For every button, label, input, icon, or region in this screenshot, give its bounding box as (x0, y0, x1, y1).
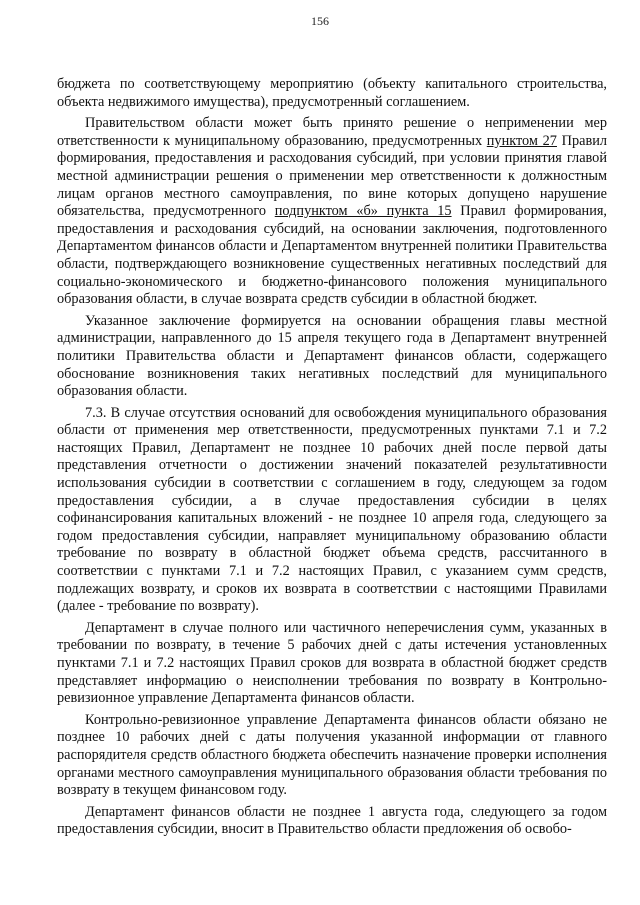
paragraph (57, 313, 607, 401)
paragraph-text: Департамент в случае полного или частичного неперечисления сумм, указанных в требовании по возврату, в течение 5 рабочих дней с даты истечения установленных пунктами 7.1 и 7.2 настоящих Правил сроков для возврата в областной бюджет средств представляет информацию о неисполнении требования по возврату в Контрольно-ревизионное управление Департамента финансов области. (57, 619, 607, 707)
paragraph (57, 712, 607, 800)
paragraph (57, 76, 607, 111)
paragraph-text: Указанное заключение формируется на основании обращения главы местной администрации, направленного до 15 апреля текущего года в Департамент внутренней политики Правительства области и Департамент финансов области, содержащего обоснование возникновения таких негативных последствий для муниципального образования области. (57, 312, 607, 400)
paragraph-text: Контрольно-ревизионное управление Департамента финансов области обязано не позднее 10 рабочих дней с даты получения указанной информации от главного распорядителя средств областного бюджета обеспечить назначение проверки исполнения органами местного самоуправления муниципального образования области требования по возврату в текущем финансовом году. (57, 711, 607, 799)
paragraph (57, 804, 607, 839)
paragraph-text: Правил формирования, предоставления и расходования субсидий, на основании заключения, подготовленного Департаментом финансов области и Департаментом внутренней политики Правительства области, подтверждающего возникновение существенных негативных последствий для социально-экономического и бюджетно-финансового положения муниципального образования области, в случае возврата средств субсидии в областной бюджет. (57, 203, 607, 308)
paragraph (57, 115, 607, 309)
cross-reference-link[interactable]: подпунктом «б» пункта 15 (274, 203, 452, 220)
paragraph-text: Департамент финансов области не позднее 1 августа года, следующего за годом предоставления субсидии, вносит в Правительство области предложения об освобо- (57, 803, 607, 838)
paragraph-text: Правил формирования, предоставления и расходования субсидий, при условии принятия главой местной администрации решения о применении мер ответственности к должностным лицам органов местного самоуправления, по вине которых допущено нарушение обязательства, предусмотренного (57, 132, 608, 220)
document-body (57, 76, 607, 839)
paragraph (57, 405, 607, 616)
paragraph-text: 7.3. В случае отсутствия оснований для освобождения муниципального образования области от применения мер ответственности, предусмотренных пунктами 7.1 и 7.2 настоящих Правил, Департамент не позднее 10 рабочих дней после первой даты представления отчетности о достижении значений показателей результативности использования субсидии в соответствии с соглашением в году, следующем за годом предоставления субсидии, а в случае предоставления субсидии в целях софинансирования капитальных вложений - не позднее 10 апреля года, следующего за годом предоставления субсидии, направляет муниципальному образованию области требование по возврату в областной бюджет объема средств, рассчитанного в соответствии с пунктами 7.1 и 7.2 настоящих Правил, с указанием сумм средств, подлежащих возврату, и сроков их возврата в соответствии с настоящими Правилами (далее - требование по возврату). (57, 404, 607, 615)
page-number: 156 (311, 14, 329, 28)
paragraph (57, 620, 607, 708)
cross-reference-link[interactable]: пунктом 27 (486, 132, 557, 149)
paragraph-text: бюджета по соответствующему мероприятию (объекту капитального строительства, объекта недвижимого имущества), предусмотренный соглашением. (57, 76, 607, 110)
paragraph-text: Правительством области может быть принято решение о неприменении мер ответственности к муниципальному образованию, предусмотренных (57, 115, 607, 149)
